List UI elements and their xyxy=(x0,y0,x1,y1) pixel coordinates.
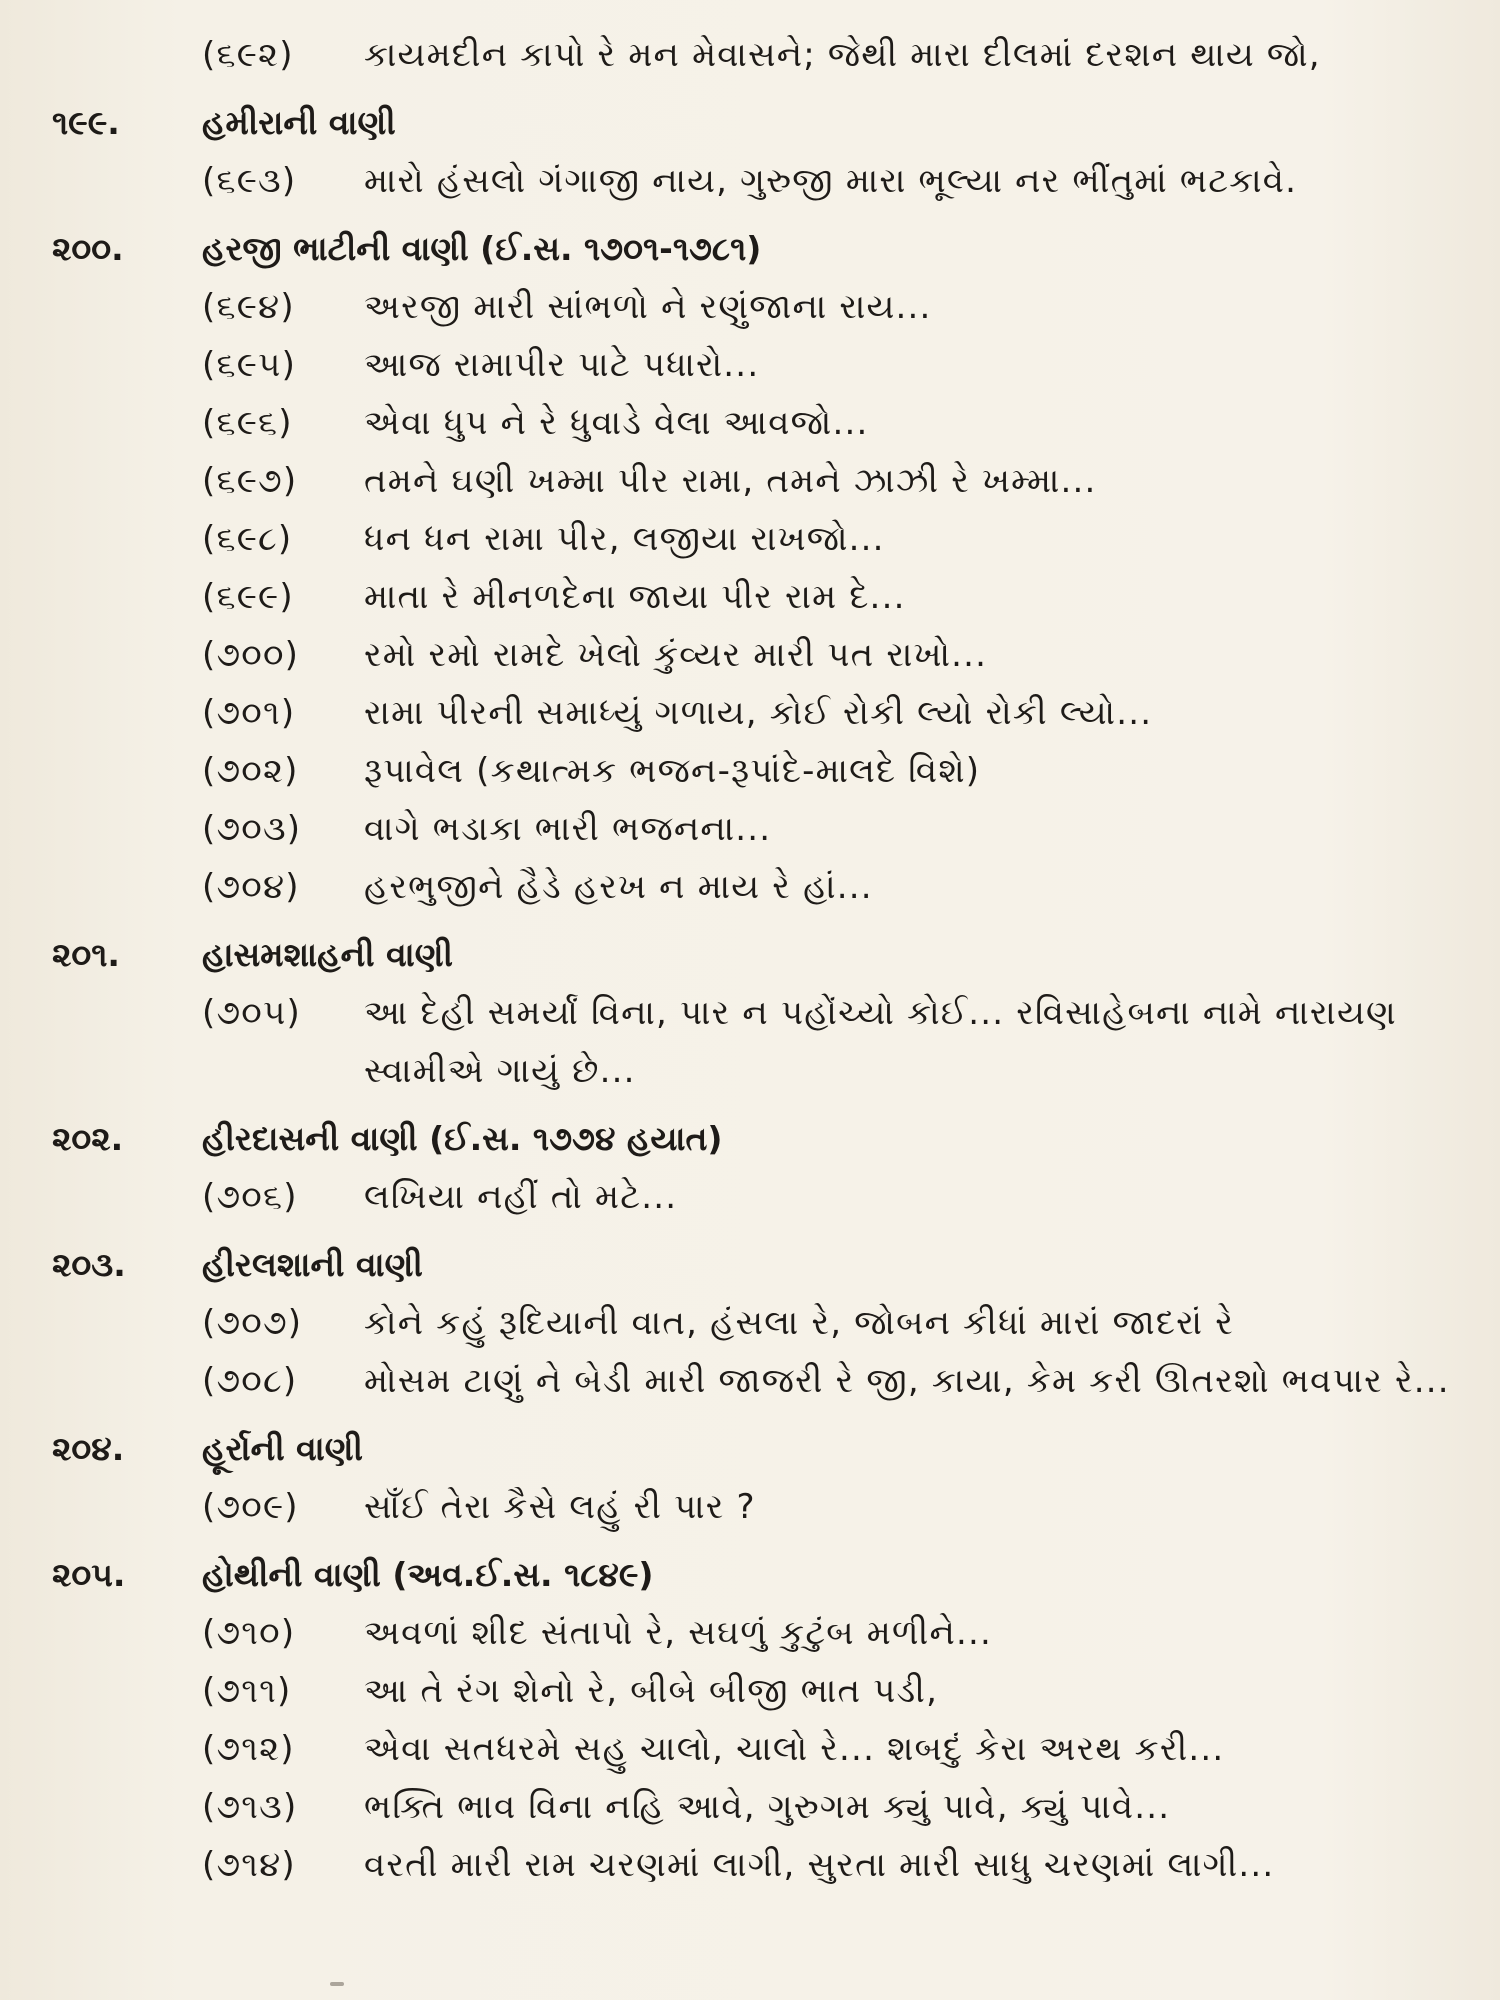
entry-text: અરજી મારી સાંભળો ને રણુંજાના રાય... xyxy=(364,287,932,327)
entry-text: આજ રામાપીર પાટે પધારો... xyxy=(364,345,760,385)
section-heading xyxy=(52,1110,1460,1168)
section-number: ૨૦૫. xyxy=(52,1555,126,1594)
entry-number: (૭૦૨) xyxy=(202,751,299,791)
list-item xyxy=(52,1604,1460,1662)
entry-text: રૂપાવેલ (કથાત્મક ભજન-રૂપાંદે-માલદે વિશે) xyxy=(364,751,981,791)
entry-number: (૭૧૦) xyxy=(202,1613,296,1653)
entry-text: રમો રમો રામદે ખેલો કુંવ્યર મારી પત રાખો... xyxy=(364,635,988,675)
entry-text: એવા ધુપ ને રે ધુવાડે વેલા આવજો... xyxy=(364,403,869,443)
list-item xyxy=(52,800,1460,858)
entry-text: આ દેહી સમર્યાં વિના, પાર ન પહોંચ્યો કોઈ... રવિસાહેબના નામે નારાયણ સ્વામીએ ગાયું છે... xyxy=(364,993,1397,1091)
entry-text: સાઁઈ તેરા કૈસે લહું રી પાર ? xyxy=(364,1487,756,1527)
entry-text: કાયમદીન કાપો રે મન મેવાસને; જેથી મારા દીલમાં દરશન થાય જો, xyxy=(364,35,1321,75)
entry-number: (૭૧૩) xyxy=(202,1787,298,1827)
entry-text: માતા રે મીનળદેના જાયા પીર રામ દે... xyxy=(364,577,906,617)
entry-number: (૭૦૧) xyxy=(202,693,296,733)
section-201 xyxy=(52,926,1460,1100)
list-item xyxy=(52,1720,1460,1778)
entry-number: (૬૯૭) xyxy=(202,461,298,501)
section-number: ૨૦૩. xyxy=(52,1245,126,1284)
list-item xyxy=(52,394,1460,452)
entry-text: અવળાં શીદ સંતાપો રે, સઘળું કુટુંબ મળીને... xyxy=(364,1613,993,1653)
entry-number: (૭૦૮) xyxy=(202,1361,298,1401)
list-item xyxy=(52,510,1460,568)
section-heading xyxy=(52,1546,1460,1604)
entry-number: (૭૦૬) xyxy=(202,1177,298,1217)
section-title: હોથીની વાણી (અવ.ઈ.સ. ૧૮૪૯) xyxy=(202,1555,654,1594)
page-speck xyxy=(330,1982,344,1986)
entry-number: (૭૦૯) xyxy=(202,1487,299,1527)
list-item xyxy=(52,626,1460,684)
section-title: હૂર્રાની વાણી xyxy=(202,1429,363,1468)
entry-text: આ તે રંગ શેનો રે, બીબે બીજી ભાત પડી, xyxy=(364,1671,939,1711)
list-item xyxy=(52,1168,1460,1226)
list-item xyxy=(52,568,1460,626)
entry-text: વાગે ભડાકા ભારી ભજનના... xyxy=(364,809,772,849)
list-item xyxy=(52,1352,1460,1410)
list-item xyxy=(52,1662,1460,1720)
section-202 xyxy=(52,1110,1460,1226)
entry-number: (૭૧૨) xyxy=(202,1729,295,1769)
entry-number: (૭૧૪) xyxy=(202,1845,296,1885)
section-continuation xyxy=(52,26,1460,84)
section-number: ૨૦૨. xyxy=(52,1119,124,1158)
list-item xyxy=(52,684,1460,742)
list-item xyxy=(52,26,1460,84)
section-number: ૧૯૯. xyxy=(52,103,120,142)
list-item xyxy=(52,336,1460,394)
entry-number: (૬૯૨) xyxy=(202,35,294,75)
entry-number: (૬૯૩) xyxy=(202,161,297,201)
entry-number: (૭૦૦) xyxy=(202,635,300,675)
section-204 xyxy=(52,1420,1460,1536)
list-item xyxy=(52,742,1460,800)
entry-text: કોને કહું રૂદિયાની વાત, હંસલા રે, જોબન કીધાં મારાં જાદરાં રે xyxy=(364,1303,1235,1343)
section-title: હીરદાસની વાણી (ઈ.સ. ૧૭૭૪ હયાત) xyxy=(202,1119,723,1158)
entry-text: ભક્તિ ભાવ વિના નહિ આવે, ગુરુગમ ક્યું પાવે, ક્યું પાવે... xyxy=(364,1787,1171,1827)
section-number: ૨૦૪. xyxy=(52,1429,125,1468)
entry-number: (૬૯૬) xyxy=(202,403,293,443)
list-item xyxy=(52,1294,1460,1352)
entry-text: ધન ધન રામા પીર, લજીયા રાખજો... xyxy=(364,519,885,559)
section-number: ૨૦૧. xyxy=(52,935,120,974)
entry-text: એવા સતધરમે સહુ ચાલો, ચાલો રે... શબદું કેરા અરથ કરી... xyxy=(364,1729,1225,1769)
entry-number: (૬૯૪) xyxy=(202,287,295,327)
entry-number: (૬૯૯) xyxy=(202,577,294,617)
entry-number: (૭૦૪) xyxy=(202,867,300,907)
section-title: હરજી ભાટીની વાણી (ઈ.સ. ૧૭૦૧-૧૭૮૧) xyxy=(202,229,762,268)
list-item xyxy=(52,984,1460,1100)
list-item xyxy=(52,1778,1460,1836)
entry-number: (૭૧૧) xyxy=(202,1671,292,1711)
entry-text: તમને ઘણી ખમ્મા પીર રામા, તમને ઝાઝી રે ખમ્મા... xyxy=(364,461,1097,501)
list-item xyxy=(52,1836,1460,1894)
list-item xyxy=(52,1478,1460,1536)
entry-text: મોસમ ટાણું ને બેડી મારી જાજરી રે જી, કાયા, કેમ કરી ઊતરશો ભવપાર રે... xyxy=(364,1361,1450,1401)
section-200 xyxy=(52,220,1460,916)
list-item xyxy=(52,278,1460,336)
section-title: હીરલશાની વાણી xyxy=(202,1245,423,1284)
section-number: ૨૦૦. xyxy=(52,229,124,268)
entry-text: લખિયા નહીં તો મટે... xyxy=(364,1177,678,1217)
section-title: હમીરાની વાણી xyxy=(202,103,396,142)
list-item xyxy=(52,858,1460,916)
section-heading xyxy=(52,220,1460,278)
section-heading xyxy=(52,1420,1460,1478)
entry-text: રામા પીરની સમાધ્યું ગળાય, કોઈ રોકી લ્યો રોકી લ્યો... xyxy=(364,693,1153,733)
entry-text: વરતી મારી રામ ચરણમાં લાગી, સુરતા મારી સાધુ ચરણમાં લાગી... xyxy=(364,1845,1275,1885)
entry-text: મારો હંસલો ગંગાજી નાય, ગુરુજી મારા ભૂલ્યા નર ભીંતુમાં ભટકાવે. xyxy=(364,161,1298,201)
list-item xyxy=(52,152,1460,210)
entry-number: (૭૦૩) xyxy=(202,809,302,849)
section-205 xyxy=(52,1546,1460,1894)
section-199 xyxy=(52,94,1460,210)
entry-number: (૭૦૫) xyxy=(202,993,301,1033)
section-heading xyxy=(52,1236,1460,1294)
section-203 xyxy=(52,1236,1460,1410)
section-heading xyxy=(52,926,1460,984)
entry-number: (૬૯૫) xyxy=(202,345,297,385)
entry-text: હરભુજીને હૈડે હરખ ન માય રે હાં... xyxy=(364,867,873,907)
entry-number: (૭૦૭) xyxy=(202,1303,303,1343)
list-item xyxy=(52,452,1460,510)
entry-number: (૬૯૮) xyxy=(202,519,293,559)
section-heading xyxy=(52,94,1460,152)
section-title: હાસમશાહની વાણી xyxy=(202,935,453,974)
